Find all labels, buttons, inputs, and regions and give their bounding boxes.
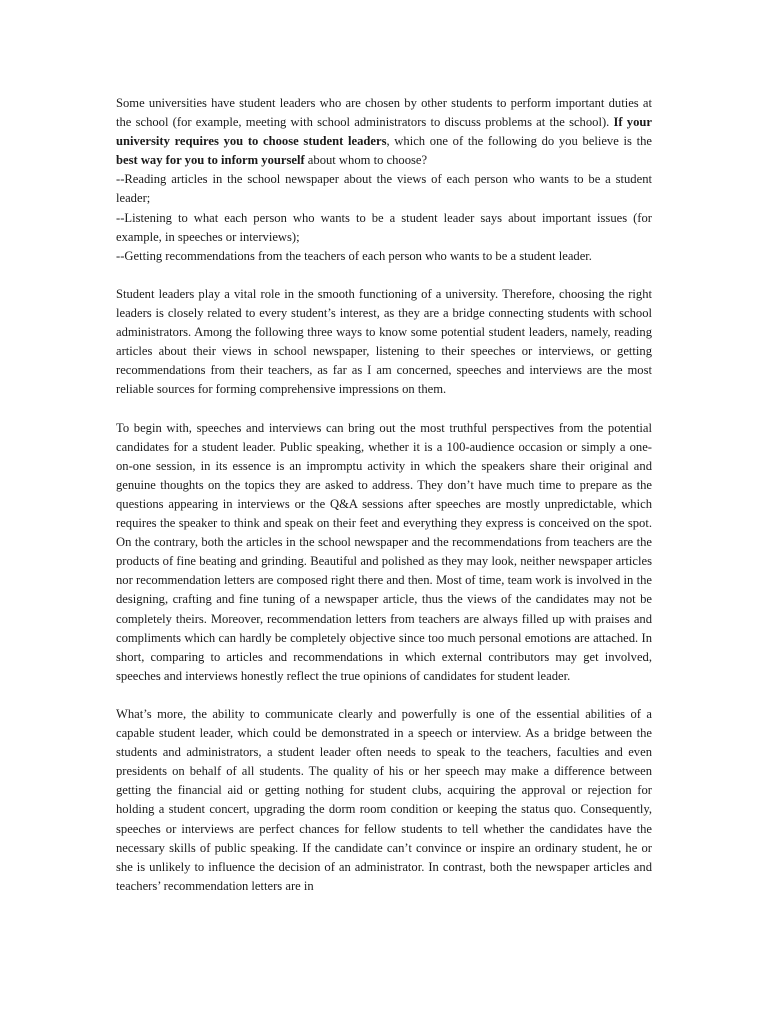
prompt-bold-phrase: best way for you to inform yourself [116, 153, 305, 168]
essay-body-paragraph-1: To begin with, speeches and interviews can bring out the most truthful perspectives from the potential candidates for a student leader. Public speaking, whether it is a 100-audience occasion or simply a one-on-one session, in its essence is an impromptu activity in which the speakers share their original and genuine thoughts on the topics they are asked to address. They don’t have much time to prepare as the questions appearing in interviews or the Q&A sessions after speeches are mostly unpredictable, which requires the speaker to think and speak on their feet and everything they express is conceived on the spot. On the contrary, both the articles in the school newspaper and the recommendations from teachers are the products of fine beating and grinding. Beautiful and polished as they may look, neither newspaper articles nor recommendation letters are composed right there and then. Most of time, team work is involved in the designing, crafting and fine tuning of a newspaper article, thus the views of the candidates may not be completely theirs. Moreover, recommendation letters from teachers are always filled up with praises and compliments which can hardly be completely objective since too much personal emotions are attached. In short, comparing to articles and recommendations in which external contributors may get involved, speeches and interviews honestly reflect the true opinions of candidates for student leader. [116, 420, 652, 683]
prompt-intro-text-continued: , which one of the following do you believe is the [386, 134, 652, 149]
paragraph-spacer [116, 686, 652, 705]
prompt-intro-text-end: about whom to choose? [304, 153, 428, 168]
paragraph-spacer [116, 266, 652, 285]
essay-introduction-paragraph: Student leaders play a vital role in the smooth functioning of a university. Therefore, choosing the right leaders is closely related to every student’s interest, as they are a bridge connecting students with school administrators. Among the following three ways to know some potential student leaders, namely, reading articles about their views in school newspaper, listening to their speeches or interviews, or getting recommendations from their teachers, as far as I am concerned, speeches and interviews are the most reliable sources for forming comprehensive impressions on them. [116, 286, 652, 397]
paragraph-spacer [116, 400, 652, 419]
prompt-intro-text: Some universities have student leaders who are chosen by other students to perform important duties at the school (for example, meeting with school administrators to discuss problems at the school). [116, 96, 652, 130]
prompt-option-newspaper: --Reading articles in the school newspaper about the views of each person who wants to be a student leader; [116, 172, 652, 206]
prompt-option-recommendations: --Getting recommendations from the teachers of each person who wants to be a student leader. [116, 248, 592, 263]
prompt-bold-question: If your university requires you to choose student leaders [116, 115, 652, 149]
essay-body-paragraph-2: What’s more, the ability to communicate clearly and powerfully is one of the essential abilities of a capable student leader, which could be demonstrated in a speech or interview. As a bridge between the students and administrators, a student leader often needs to speak to the teachers, faculties and even presidents on behalf of all students. The quality of his or her speech may make a difference between getting the financial aid or getting nothing for student clubs, acquiring the approval or rejection for holding a student concert, upgrading the dorm room condition or keeping the status quo. Consequently, speeches or interviews are perfect chances for fellow students to tell whether the candidates have the necessary skills of public speaking. If the candidate can’t convince or inspire an ordinary student, he or she is unlikely to influence the decision of an administrator. In contrast, both the newspaper articles and teachers’ recommendation letters are in [116, 707, 652, 893]
prompt-paragraph [116, 94, 652, 170]
document-page [116, 94, 652, 896]
prompt-option-speeches: --Listening to what each person who wants to be a student leader says about important issues (for example, in speeches or interviews); [116, 210, 652, 244]
